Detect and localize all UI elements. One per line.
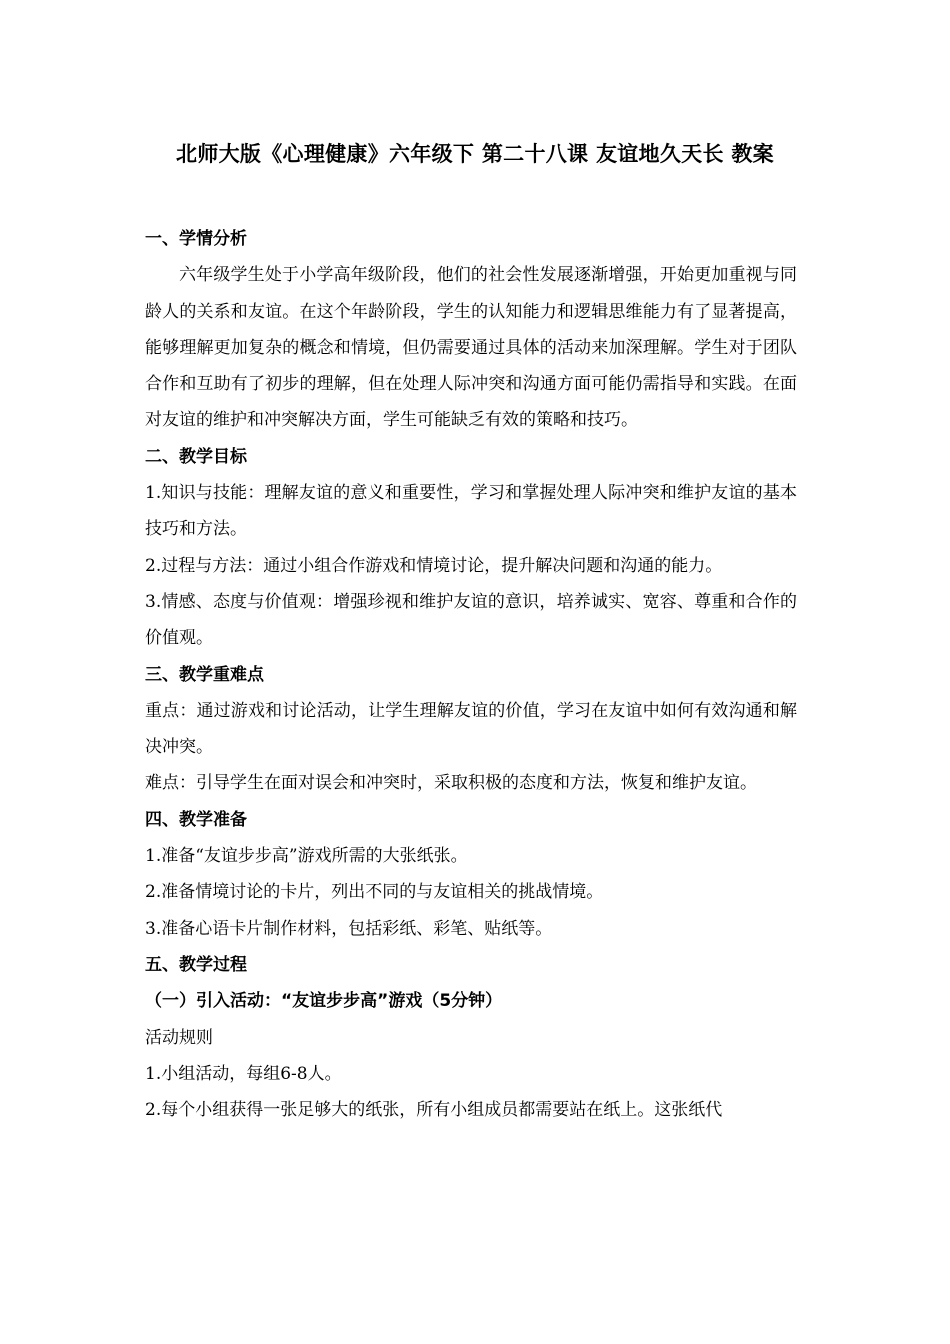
document-title: 北师大版《心理健康》六年级下 第二十八课 友谊地久天长 教案 — [176, 142, 774, 166]
section-heading-teaching-process: 五、教学过程 — [145, 954, 247, 975]
list-item: 2.过程与方法：通过小组合作游戏和情境讨论，提升解决问题和沟通的能力。 — [145, 555, 723, 576]
list-item: 1.小组活动，每组6-8人。 — [145, 1063, 342, 1084]
section-heading-teaching-goals: 二、教学目标 — [145, 446, 247, 467]
list-item: 3.情感、态度与价值观：增强珍视和维护友谊的意识，培养诚实、宽容、尊重和合作的价值观。 — [145, 591, 797, 649]
list-item: 2.每个小组获得一张足够大的纸张，所有小组成员都需要站在纸上。这张纸代 — [145, 1100, 723, 1121]
document-body — [145, 221, 797, 1128]
paragraph: 活动规则 — [145, 1027, 213, 1048]
section-heading-preparation: 四、教学准备 — [145, 809, 247, 830]
section-heading-learner-analysis: 一、学情分析 — [145, 229, 247, 249]
subsection-heading: （一）引入活动：“友谊步步高”游戏（5分钟） — [145, 991, 503, 1012]
paragraph: 难点：引导学生在面对误会和冲突时，采取积极的态度和方法，恢复和维护友谊。 — [145, 773, 757, 794]
list-item: 3.准备心语卡片制作材料，包括彩纸、彩笔、贴纸等。 — [145, 918, 553, 939]
list-item: 1.准备“友谊步步高”游戏所需的大张纸张。 — [145, 846, 468, 867]
section-heading-key-points: 三、教学重难点 — [145, 664, 264, 685]
paragraph: 重点：通过游戏和讨论活动，让学生理解友谊的价值，学习在友谊中如何有效沟通和解决冲突。 — [145, 700, 797, 758]
paragraph: 六年级学生处于小学高年级阶段，他们的社会性发展逐渐增强，开始更加重视与同龄人的关系和友谊。在这个年龄阶段，学生的认知能力和逻辑思维能力有了显著提高，能够理解更加复杂的概念和情境，但仍需要通过具体的活动来加深理解。学生对于团队合作和互助有了初步的理解，但在处理人际冲突和沟通方面可能仍需指导和实践。在面对友谊的维护和冲突解决方面，学生可能缺乏有效的策略和技巧。 — [145, 265, 797, 431]
list-item: 1.知识与技能：理解友谊的意义和重要性，学习和掌握处理人际冲突和维护友谊的基本技巧和方法。 — [145, 483, 797, 540]
list-item: 2.准备情境讨论的卡片，列出不同的与友谊相关的挑战情境。 — [145, 882, 604, 903]
